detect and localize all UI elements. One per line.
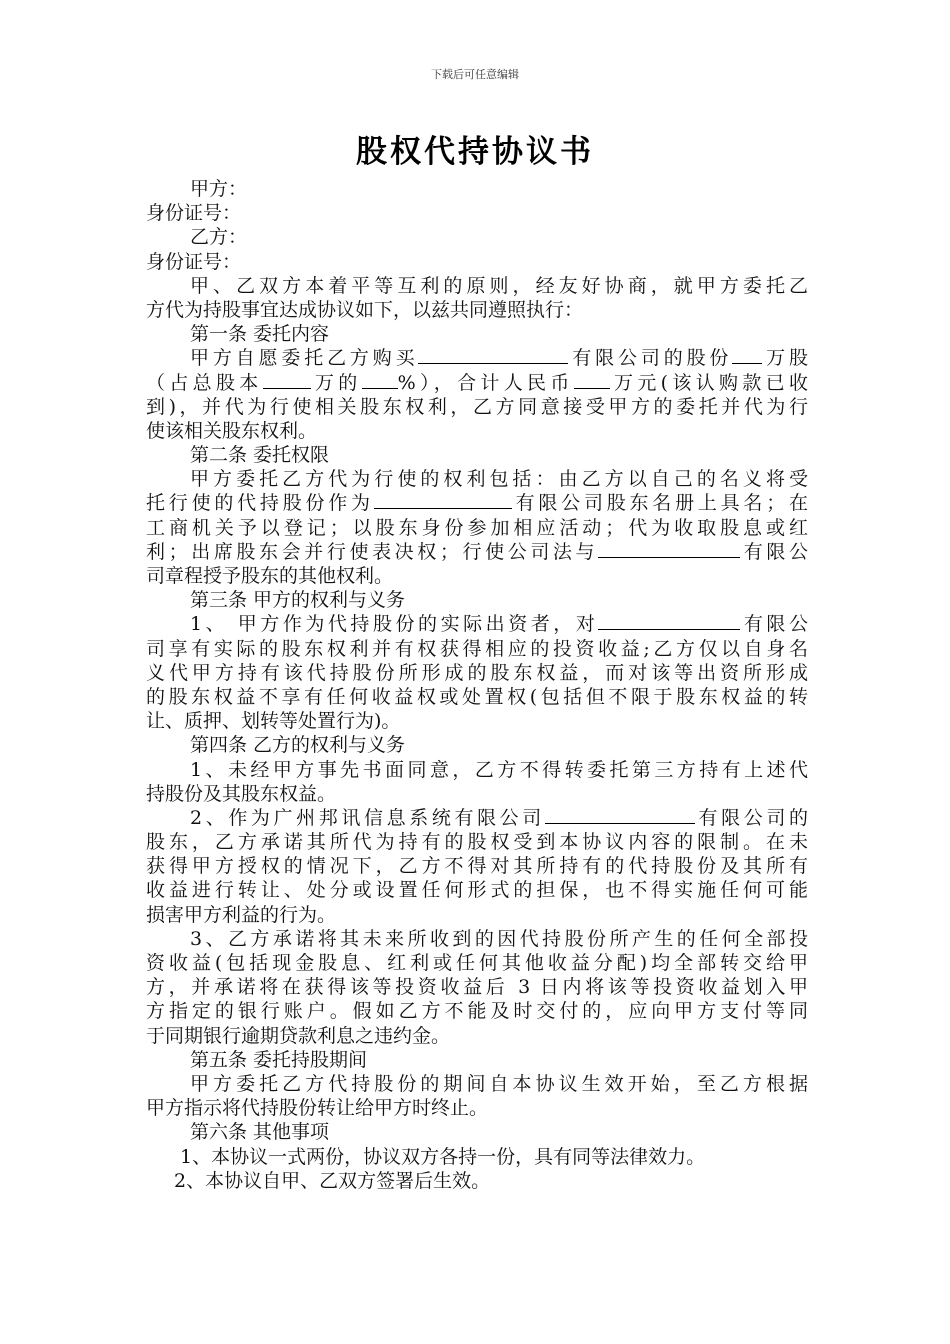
party-b-label: 乙方：: [190, 226, 248, 249]
article-4-line: 2、作为广州邦讯信息系统有限公司 有限公司的: [190, 806, 808, 829]
fill-blank[interactable]: [598, 612, 740, 630]
article-4-line: 获得甲方授权的情况下，乙方不得对其所持有的代持股份及其所有: [146, 855, 808, 878]
article-2-line: 司章程授予股东的其他权利。: [146, 565, 394, 587]
article-2-line: 甲方委托乙方代为行使的权利包括：由乙方以自己的名义将受: [190, 468, 808, 491]
article-4-line: 于同期银行逾期贷款利息之违约金。: [146, 1024, 451, 1047]
article-2-line: 利；出席股东会并行使表决权；行使公司法与 有限公: [146, 540, 808, 563]
article-6-item: 1、本协议一式两份，协议双方各持一份，具有同等法律效力。: [180, 1145, 706, 1168]
article-2-line: 托行使的代持股份作为 有限公司股东名册上具名；在: [146, 492, 808, 515]
party-a-label: 甲方：: [190, 178, 248, 200]
article-4-line: 持股份及其股东权益。: [146, 782, 337, 805]
article-3-line: 的股东权益不享有任何收益权或处置权(包括但不限于股东权益的转: [146, 685, 808, 708]
id-b-label: 身份证号：: [146, 250, 242, 273]
document-title: 股权代持协议书: [356, 134, 594, 170]
fill-blank[interactable]: [574, 371, 610, 389]
article-1-line: 甲方自愿委托乙方购买 有限公司的股份 万股: [190, 347, 808, 370]
article-1-line: 使该相关股东权利。: [146, 419, 318, 442]
article-4-line: 股东，乙方承诺其所代为持有的股权受到本协议内容的限制。在未: [146, 831, 808, 854]
article-4-line: 3、乙方承诺将其未来所收到的因代持股份所产生的任何全部投: [190, 927, 808, 950]
article-4-line: 1、未经甲方事先书面同意，乙方不得转委托第三方持有上述代: [190, 758, 808, 781]
article-5-line: 甲方指示将代持股份转让给甲方时终止。: [146, 1097, 489, 1120]
article-3-line: 1、 甲方作为代持股份的实际出资者，对 有限公: [190, 613, 808, 636]
header-note: 下载后可任意编辑: [431, 68, 519, 81]
fill-blank[interactable]: [263, 371, 311, 389]
article-4-line: 资收益(包括现金股息、红利或任何其他收益分配)均全部转交给甲: [146, 952, 808, 974]
article-5-heading: 第五条 委托持股期间: [190, 1048, 368, 1071]
article-1-line: （占总股本 万的 %），合计人民币 万元(该认购款已收: [146, 371, 808, 394]
fill-blank[interactable]: [374, 491, 512, 509]
article-2-line: 工商机关予以登记；以股东身份参加相应活动；代为收取股息或红: [146, 516, 808, 539]
article-6-heading: 第六条 其他事项: [190, 1121, 330, 1144]
article-3-heading: 第三条 甲方的权利与义务: [190, 589, 406, 612]
document-body: [146, 177, 808, 1193]
article-4-line: 方指定的银行账户。假如乙方不能及时交付的，应向甲方支付等同: [146, 1000, 808, 1023]
article-3-line: 让、质押、划转等处置行为)。: [146, 710, 401, 733]
article-5-line: 甲方委托乙方代持股份的期间自本协议生效开始，至乙方根据: [190, 1072, 808, 1095]
article-4-line: 收益进行转让、处分或设置任何形式的担保，也不得实施任何可能: [146, 879, 808, 902]
intro-line: 甲、乙双方本着平等互利的原则，经友好协商，就甲方委托乙: [190, 274, 808, 297]
article-2-heading: 第二条 委托权限: [190, 444, 330, 467]
article-4-heading: 第四条 乙方的权利与义务: [190, 734, 406, 757]
article-4-line: 损害甲方利益的行为。: [146, 903, 337, 926]
fill-blank[interactable]: [418, 346, 568, 364]
fill-blank[interactable]: [545, 806, 695, 824]
fill-blank[interactable]: [598, 540, 740, 558]
intro-line: 方代为持股事宜达成协议如下，以兹共同遵照执行：: [146, 298, 584, 321]
article-3-line: 义代甲方持有该代持股份所形成的股东权益，而对该等出资所形成: [146, 661, 808, 684]
fill-blank[interactable]: [362, 371, 398, 389]
article-6-item: 2、本协议自甲、乙双方签署后生效。: [174, 1169, 491, 1192]
article-4-line: 方，并承诺将在获得该等投资收益后 3 日内将该等投资收益划入甲: [146, 976, 808, 999]
article-3-line: 司享有实际的股东权利并有权获得相应的投资收益;乙方仅以自身名: [146, 637, 808, 660]
fill-blank[interactable]: [732, 346, 762, 364]
article-1-line: 到)，并代为行使相关股东权利，乙方同意接受甲方的委托并代为行: [146, 395, 808, 418]
article-1-heading: 第一条 委托内容: [190, 323, 330, 346]
id-a-label: 身份证号：: [146, 202, 242, 225]
